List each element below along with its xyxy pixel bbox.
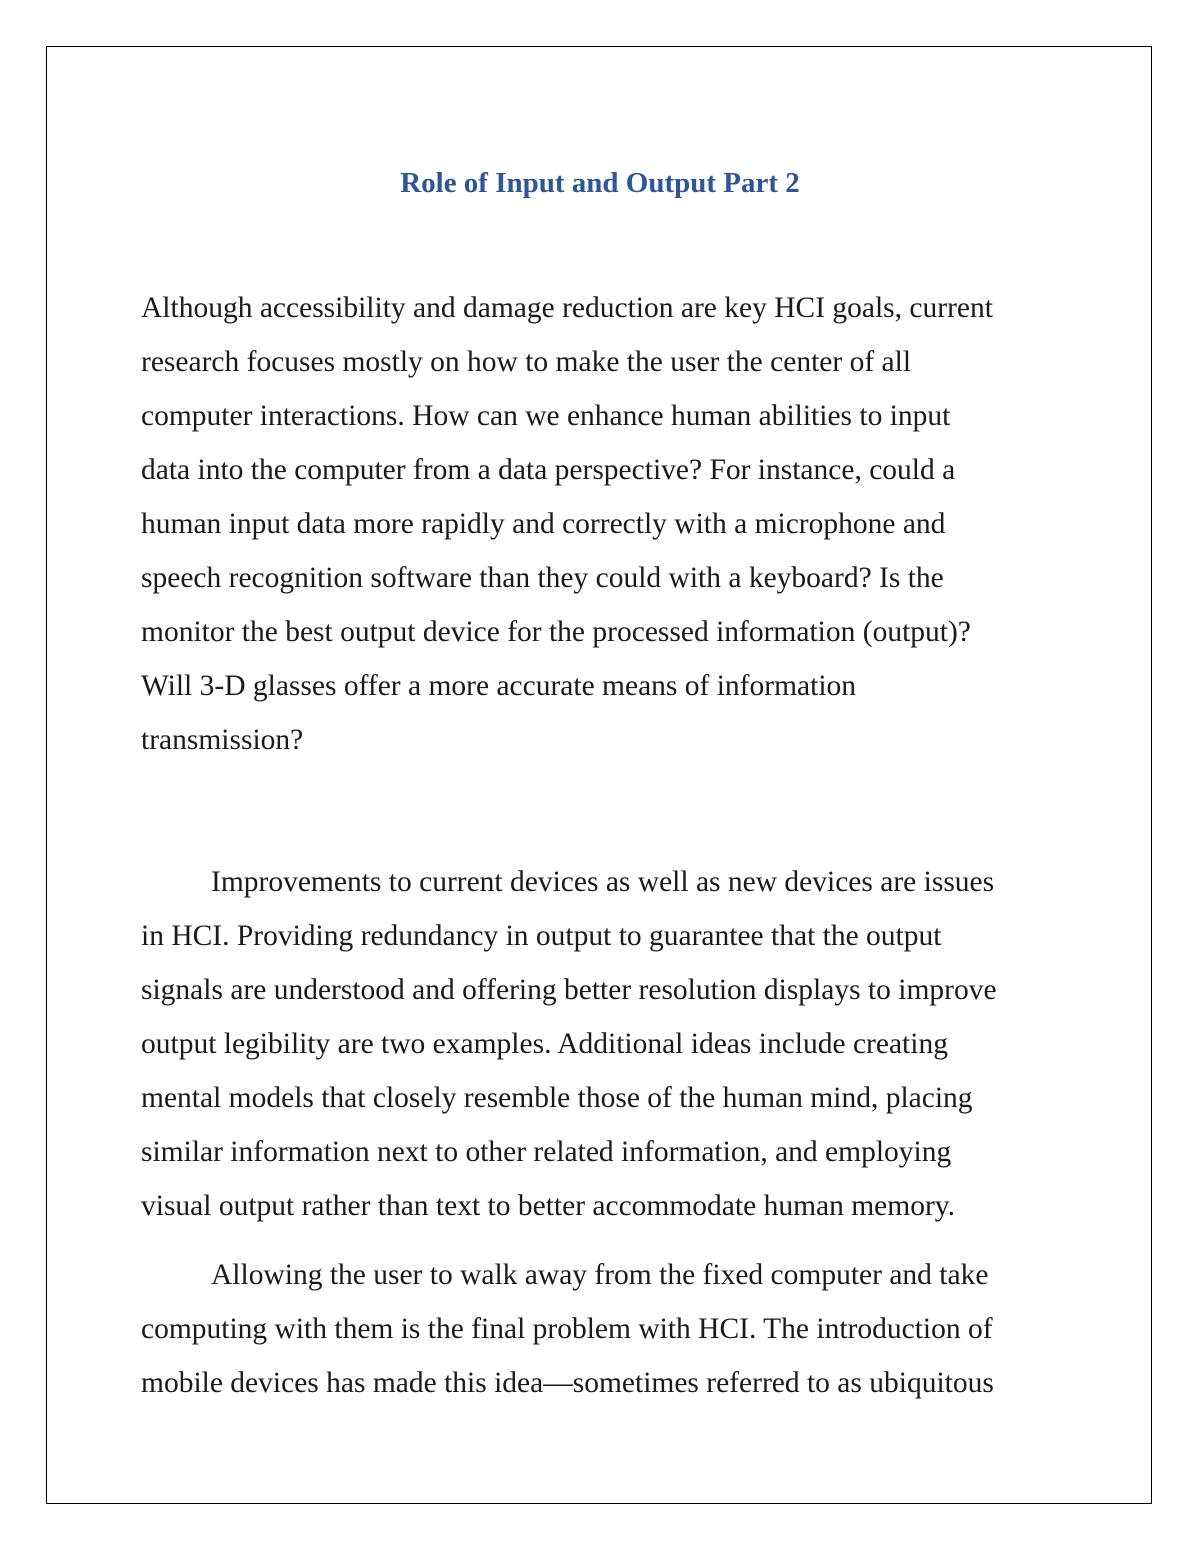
paragraph-2	[141, 855, 1063, 1233]
paragraph-line: speech recognition software than they could with a keyboard? Is the	[141, 562, 944, 594]
paragraph-line: data into the computer from a data perspective? For instance, could a	[141, 454, 956, 486]
paragraph-line: mobile devices has made this idea—sometimes referred to as ubiquitous	[141, 1367, 994, 1399]
paragraph-line: signals are understood and offering better resolution displays to improve	[141, 974, 997, 1006]
paragraph-line: computer interactions. How can we enhance human abilities to input	[141, 400, 951, 432]
paragraph-line: computing with them is the final problem with HCI. The introduction of	[141, 1313, 993, 1345]
paragraph-line: Allowing the user to walk away from the fixed computer and take	[211, 1259, 989, 1291]
paragraph-line: visual output rather than text to better accommodate human memory.	[141, 1190, 956, 1222]
paragraph-line: human input data more rapidly and correctly with a microphone and	[141, 508, 946, 540]
paragraph-line: output legibility are two examples. Additional ideas include creating	[141, 1028, 948, 1060]
paragraph-line: research focuses mostly on how to make the user the center of all	[141, 346, 912, 378]
paragraph-line: Although accessibility and damage reduction are key HCI goals, current	[141, 292, 993, 324]
paragraph-line: transmission?	[141, 724, 304, 756]
paragraph-line: mental models that closely resemble those of the human mind, placing	[141, 1082, 973, 1114]
paragraph-line: Will 3-D glasses offer a more accurate means of information	[141, 670, 857, 702]
paragraph-line: Improvements to current devices as well as new devices are issues	[211, 866, 995, 898]
paragraph-line: monitor the best output device for the processed information (output)?	[141, 616, 971, 648]
paragraph-1	[141, 281, 1063, 767]
paragraph-line: in HCI. Providing redundancy in output to guarantee that the output	[141, 920, 942, 952]
paragraph-3	[141, 1248, 1063, 1410]
paragraph-line: similar information next to other related information, and employing	[141, 1136, 952, 1168]
document-title: Role of Input and Output Part 2	[400, 167, 800, 199]
